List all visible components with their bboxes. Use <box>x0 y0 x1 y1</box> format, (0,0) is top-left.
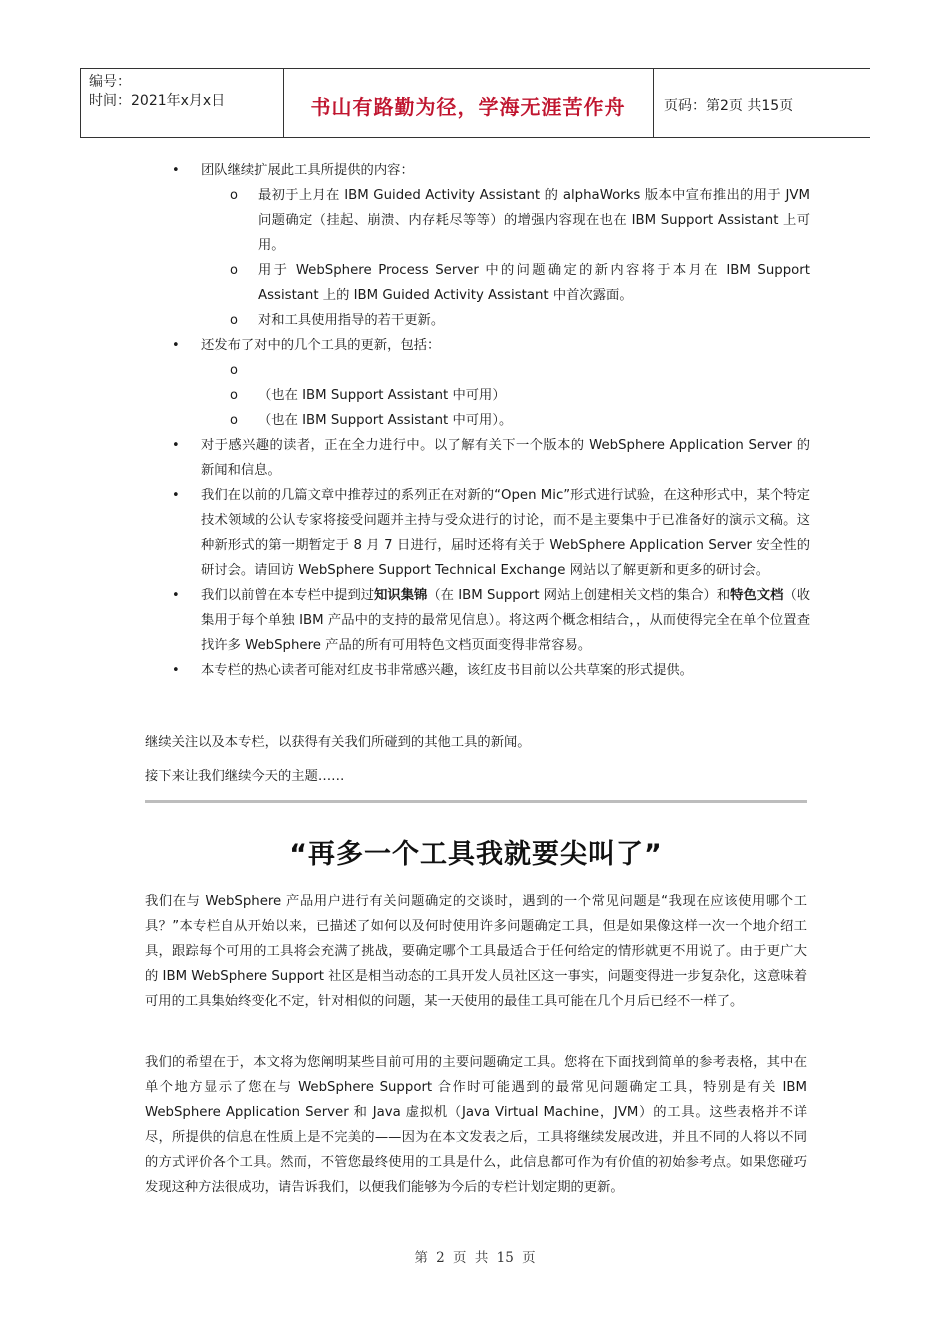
term-knowledge-collection: 知识集锦 <box>374 588 428 603</box>
sub-item <box>170 408 810 433</box>
bullet-icon: • <box>172 663 180 678</box>
sub-item-text: （也在 IBM Support Assistant 中可用） <box>258 388 506 403</box>
sub-item <box>170 258 810 308</box>
bullet-icon: • <box>172 163 180 178</box>
list-item-text: 我们以前曾在本专栏中提到过 <box>201 588 375 603</box>
time-label: 时间：2021年x月x日 <box>89 93 226 109</box>
sub-bullet-icon: o <box>230 313 238 328</box>
sub-bullet-icon: o <box>230 363 238 378</box>
sub-bullet-icon: o <box>230 188 238 203</box>
sub-item <box>170 383 810 408</box>
next-paragraph: 接下来让我们继续今天的主题…… <box>145 769 345 784</box>
term-featured-documents: 特色文档 <box>730 588 784 603</box>
header-page-info: 页码：第2页 共15页 <box>664 98 794 114</box>
sub-item-text: （也在 IBM Support Assistant 中可用）。 <box>258 413 513 428</box>
number-label: 编号： <box>89 74 131 90</box>
body-paragraph: 我们在与 WebSphere 产品用户进行有关问题确定的交谈时，遇到的一个常见问题是“我现在应该使用哪个工具？”本专栏自从开始以来，已描述了如何以及何时使用许多问题确定工具，但是如果像这样一次一个地介绍工具，跟踪每个可用的工具将会充满了挑战，要确定哪个工具最适合于任何给定的情形就更不用说了。由于更广大的 IBM WebSphere Support 社区是相当动态的工具开发人员社区这一事实，问题变得进一步复杂化，这意味着可用的工具集始终变化不定，针对相似的问题，某一天使用的最佳工具可能在几个月后已经不一样了。 <box>145 894 807 1009</box>
page-footer: 第 2 页 共 15 页 <box>414 1250 536 1266</box>
list-item-text: 对于感兴趣的读者，正在全力进行中。以了解有关下一个版本的 WebSphere Application Server 的新闻和信息。 <box>201 438 810 478</box>
update-list <box>170 158 810 683</box>
list-item-text: 本专栏的热心读者可能对红皮书非常感兴趣，该红皮书目前以公共草案的形式提供。 <box>201 663 693 678</box>
body-paragraph: 我们的希望在于，本文将为您阐明某些目前可用的主要问题确定工具。您将在下面找到简单的参考表格，其中在单个地方显示了您在与 WebSphere Support 合作时可能遇到的最常见问题确定工具，特别是有关 IBM WebSphere Application Server 和 Java 虚拟机（Java Virtual Machine，JVM）的工具。这些表格并不详尽，所提供的信息在性质上是不完美的——因为在本文发表之后，工具将继续发展改进，并且不同的人将以不同的方式评价各个工具。然而，不管您最终使用的工具是什么，此信息都可作为有价值的初始参考点。如果您碰巧发现这种方法很成功，请告诉我们，以便我们能够为今后的专栏计划定期的更新。 <box>145 1055 807 1195</box>
list-item <box>170 483 810 583</box>
bullet-icon: • <box>172 438 180 453</box>
list-item <box>170 583 810 658</box>
bullet-icon: • <box>172 338 180 353</box>
list-item <box>170 658 810 683</box>
header-meta <box>89 73 225 111</box>
list-item-text: 团队继续扩展此工具所提供的内容： <box>201 163 414 178</box>
list-item <box>170 433 810 483</box>
header-motto: 书山有路勤为径，学海无涯苦作舟 <box>310 95 626 119</box>
list-item-text: 还发布了对中的几个工具的更新，包括： <box>201 338 441 353</box>
page-header <box>80 68 870 138</box>
list-item <box>170 158 810 183</box>
section-title: “再多一个工具我就要尖叫了” <box>289 839 663 870</box>
sub-bullet-icon: o <box>230 413 238 428</box>
sub-item <box>170 358 810 383</box>
list-item-text: 我们在以前的几篇文章中推荐过的系列正在对新的“Open Mic”形式进行试验，在这种形式中，某个特定技术领域的公认专家将接受问题并主持与受众进行的讨论，而不是主要集中于已准备好的演示文稿。这种新形式的第一期暂定于 8 月 7 日进行，届时还将有关于 WebSphere Application Server 安全性的研讨会。请回访 WebSphere Support Technical Exchange 网站以了解更新和更多的研讨会。 <box>201 488 810 578</box>
section-divider <box>145 800 807 803</box>
header-divider-2 <box>653 69 654 137</box>
list-item <box>170 333 810 358</box>
sub-item-text: 对和工具使用指导的若干更新。 <box>258 313 445 328</box>
header-border-left <box>80 69 81 137</box>
sub-bullet-icon: o <box>230 388 238 403</box>
sub-item-text: 最初于上月在 IBM Guided Activity Assistant 的 alphaWorks 版本中宣布推出的用于 JVM 问题确定（挂起、崩溃、内存耗尽等等）的增强内容现在也在 IBM Support Assistant 上可用。 <box>258 188 810 253</box>
list-item-text: （在 IBM Support 网站上创建相关文档的集合）和 <box>427 588 731 603</box>
sub-item <box>170 183 810 258</box>
bullet-icon: • <box>172 588 180 603</box>
sub-bullet-icon: o <box>230 263 238 278</box>
bullet-icon: • <box>172 488 180 503</box>
follow-paragraph: 继续关注以及本专栏，以获得有关我们所碰到的其他工具的新闻。 <box>145 735 531 750</box>
sub-item-text <box>228 358 810 383</box>
list-item-text: （收集用于每个单独 IBM 产品中的支持的最常见信息）。将这两个概念相结合，，从而使得完全在单个位置查找许多 WebSphere 产品的所有可用特色文档页面变得非常容易。 <box>201 588 811 653</box>
sub-item-text: 用于 WebSphere Process Server 中的问题确定的新内容将于本月在 IBM Support Assistant 上的 IBM Guided Activity Assistant 中首次露面。 <box>258 263 810 303</box>
sub-item <box>170 308 810 333</box>
